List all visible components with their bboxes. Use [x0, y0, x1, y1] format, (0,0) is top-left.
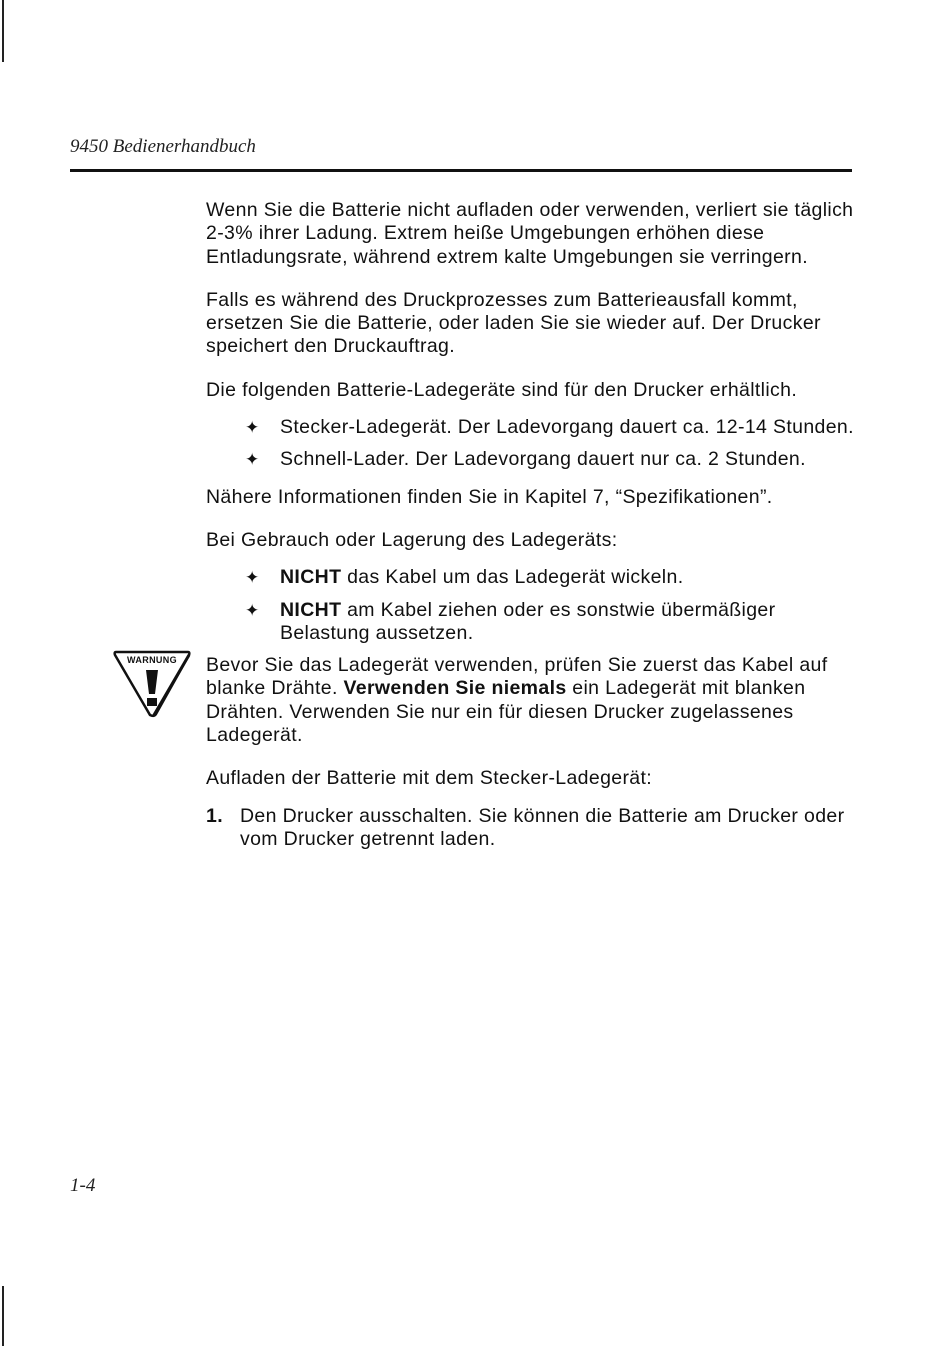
warning-emphasis: Verwenden Sie niemals	[343, 677, 567, 700]
warning-text-start: Bevor Sie das Ladegerät verwenden, prüfen Sie zuerst das Kabel auf blanke Drähte.	[206, 654, 828, 700]
list-item-text: am Kabel ziehen oder es sonstwie übermäßiger Belastung aussetzen.	[280, 598, 776, 644]
list-item-emphasis: NICHT	[280, 598, 342, 621]
paragraph-reference: Nähere Informationen finden Sie in Kapitel 7, “Spezifikationen”.	[206, 485, 773, 508]
list-item	[245, 566, 856, 589]
bullet-icon: ✦	[245, 450, 260, 470]
caution-list	[206, 566, 856, 645]
running-header: 9450 Bedienerhandbuch	[70, 136, 256, 157]
list-item-text: Schnell-Lader. Der Ladevorgang dauert nur ca. 2 Stunden.	[280, 448, 806, 471]
list-item-text: Stecker-Ladegerät. Der Ladevorgang dauert ca. 12-14 Stunden.	[280, 416, 854, 439]
bullet-icon: ✦	[245, 568, 260, 588]
crop-mark-bottom	[2, 1286, 4, 1346]
list-item	[245, 448, 856, 471]
page-body	[127, 199, 856, 851]
paragraph-battery-failure: Falls es während des Druckprozesses zum Batterieausfall kommt, ersetzen Sie die Batterie, oder laden Sie sie wieder auf. Der Drucker speichert den Druckauftrag.	[206, 288, 821, 358]
bullet-icon: ✦	[245, 418, 260, 438]
page-number: 1-4	[70, 1175, 96, 1196]
list-item	[245, 416, 856, 439]
step-number: 1.	[206, 804, 223, 827]
warning-paragraph	[127, 654, 856, 747]
list-item	[245, 598, 856, 646]
step-list	[206, 805, 856, 852]
bullet-icon: ✦	[245, 600, 260, 620]
crop-mark-top	[2, 0, 4, 62]
charger-list	[206, 416, 856, 472]
header-rule	[70, 169, 852, 172]
paragraph-chargers-intro: Die folgenden Batterie-Ladegeräte sind für den Drucker erhältlich.	[206, 378, 798, 401]
warning-icon	[112, 648, 192, 718]
warning-text-end: ein Ladegerät mit blanken Drähten. Verwenden Sie nur ein für diesen Drucker zugelassenes Ladegerät.	[206, 677, 806, 747]
list-item-emphasis: NICHT	[280, 566, 342, 589]
step-item	[206, 804, 856, 852]
list-item-text: das Kabel um das Ladegerät wickeln.	[341, 566, 684, 589]
step-text: Den Drucker ausschalten. Sie können die Batterie am Drucker oder vom Drucker getrennt laden.	[240, 804, 845, 850]
paragraph-charging-intro: Aufladen der Batterie mit dem Stecker-Ladegerät:	[206, 767, 653, 790]
paragraph-usage-intro: Bei Gebrauch oder Lagerung des Ladegeräts:	[206, 528, 618, 551]
warning-icon-label: WARNUNG	[127, 655, 177, 666]
paragraph-discharge: Wenn Sie die Batterie nicht aufladen oder verwenden, verliert sie täglich 2-3% ihrer Ladung. Extrem heiße Umgebungen erhöhen diese Entladungsrate, während extrem kalte Umgebungen sie verringern.	[206, 199, 854, 268]
